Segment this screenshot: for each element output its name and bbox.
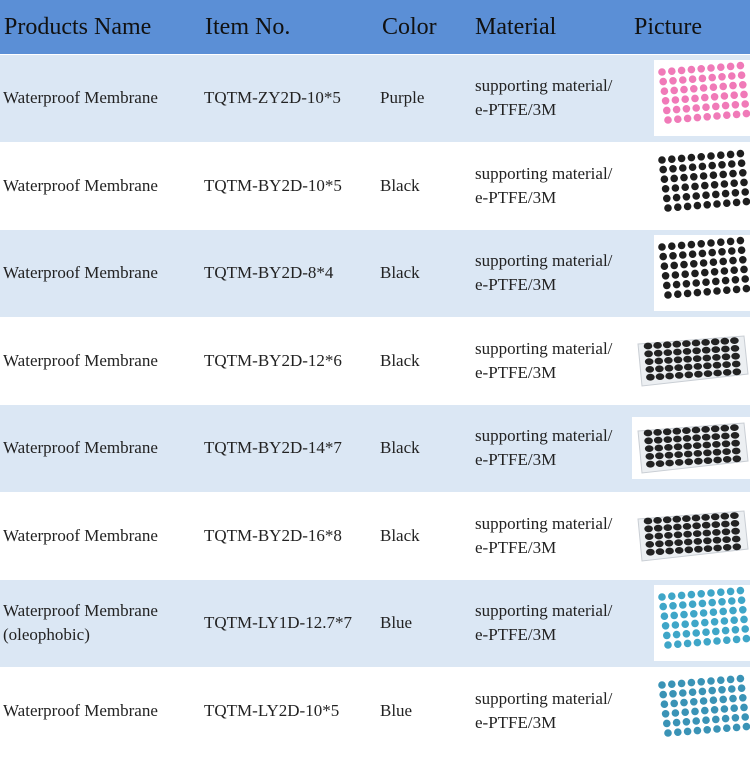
item-no: TQTM-BY2D-14*7: [204, 438, 342, 458]
table-row: [0, 142, 750, 230]
product-image: [632, 417, 750, 479]
material-line-2: e-PTFE/3M: [475, 100, 557, 120]
item-no: TQTM-LY1D-12.7*7: [204, 613, 352, 633]
material-cell: [470, 405, 622, 492]
product-image: [654, 60, 750, 136]
product-name: Waterproof Membrane: [3, 263, 158, 283]
material-cell: [470, 493, 622, 580]
header-picture: Picture: [634, 13, 702, 40]
material-line-2: e-PTFE/3M: [475, 450, 557, 470]
table-row: [0, 404, 750, 492]
material-line-1: supporting material/: [475, 688, 613, 708]
material-line-2: e-PTFE/3M: [475, 537, 557, 557]
product-name-cell: [0, 143, 200, 230]
material-cell: [470, 580, 622, 667]
material-cell: [470, 55, 622, 142]
product-name-cell: [0, 493, 200, 580]
product-name-cell: [0, 580, 200, 667]
color-value: Purple: [380, 88, 425, 108]
table-body: [0, 54, 750, 754]
material-line-2: e-PTFE/3M: [475, 187, 557, 207]
table-header: [0, 0, 750, 54]
product-name: Waterproof Membrane: [3, 438, 158, 458]
color-value: Blue: [380, 700, 413, 720]
product-image: [654, 585, 750, 661]
color-value: Black: [380, 350, 420, 370]
item-no: TQTM-ZY2D-10*5: [204, 88, 341, 108]
item-no: TQTM-BY2D-16*8: [204, 525, 342, 545]
color-value: Black: [380, 175, 420, 195]
table-row: [0, 579, 750, 667]
material-line-1: supporting material/: [475, 338, 613, 358]
product-image: [654, 148, 750, 224]
material-cell: [470, 668, 622, 755]
picture-cell: [622, 318, 750, 405]
product-image: [654, 235, 750, 311]
color-value: Black: [380, 263, 420, 283]
material-line-1: supporting material/: [475, 601, 613, 621]
product-name-cell: [0, 230, 200, 317]
material-line-2: e-PTFE/3M: [475, 275, 557, 295]
picture-cell: [622, 230, 750, 317]
material-cell: [470, 318, 622, 405]
material-line-2: e-PTFE/3M: [475, 712, 557, 732]
product-image: [632, 505, 750, 567]
item-no: TQTM-BY2D-12*6: [204, 350, 342, 370]
material-cell: [470, 230, 622, 317]
color-value: Black: [380, 438, 420, 458]
color-value: Black: [380, 525, 420, 545]
product-name: Waterproof Membrane: [3, 525, 158, 545]
table-row: [0, 229, 750, 317]
material-line-2: e-PTFE/3M: [475, 625, 557, 645]
product-name-cell: [0, 405, 200, 492]
product-name: Waterproof Membrane: [3, 700, 158, 720]
product-name: Waterproof Membrane: [3, 601, 158, 621]
material-cell: [470, 143, 622, 230]
header-material: Material: [475, 14, 557, 40]
table-row: [0, 492, 750, 580]
table-row: [0, 667, 750, 755]
picture-cell: [622, 668, 750, 755]
item-no: TQTM-LY2D-10*5: [204, 700, 340, 720]
product-image: [632, 330, 750, 392]
product-name: Waterproof Membrane: [3, 88, 158, 108]
product-name: Waterproof Membrane: [3, 350, 158, 370]
picture-cell: [622, 143, 750, 230]
picture-cell: [622, 405, 750, 492]
material-line-2: e-PTFE/3M: [475, 362, 557, 382]
product-name-extra: (oleophobic): [3, 625, 90, 645]
product-name-cell: [0, 55, 200, 142]
color-value: Blue: [380, 613, 413, 633]
product-name: Waterproof Membrane: [3, 175, 158, 195]
item-no: TQTM-BY2D-10*5: [204, 175, 342, 195]
picture-cell: [622, 493, 750, 580]
header-products-name: Products Name: [4, 13, 152, 40]
header-item-no: Item No.: [205, 13, 291, 40]
table-row: [0, 317, 750, 405]
item-no: TQTM-BY2D-8*4: [204, 263, 334, 283]
material-line-1: supporting material/: [475, 426, 613, 446]
picture-cell: [622, 580, 750, 667]
product-image: [654, 673, 750, 749]
material-line-1: supporting material/: [475, 163, 613, 183]
material-line-1: supporting material/: [475, 513, 613, 533]
material-line-1: supporting material/: [475, 76, 613, 96]
picture-cell: [622, 55, 750, 142]
product-name-cell: [0, 668, 200, 755]
product-name-cell: [0, 318, 200, 405]
header-color: Color: [382, 13, 437, 40]
table-row: [0, 54, 750, 142]
material-line-1: supporting material/: [475, 251, 613, 271]
